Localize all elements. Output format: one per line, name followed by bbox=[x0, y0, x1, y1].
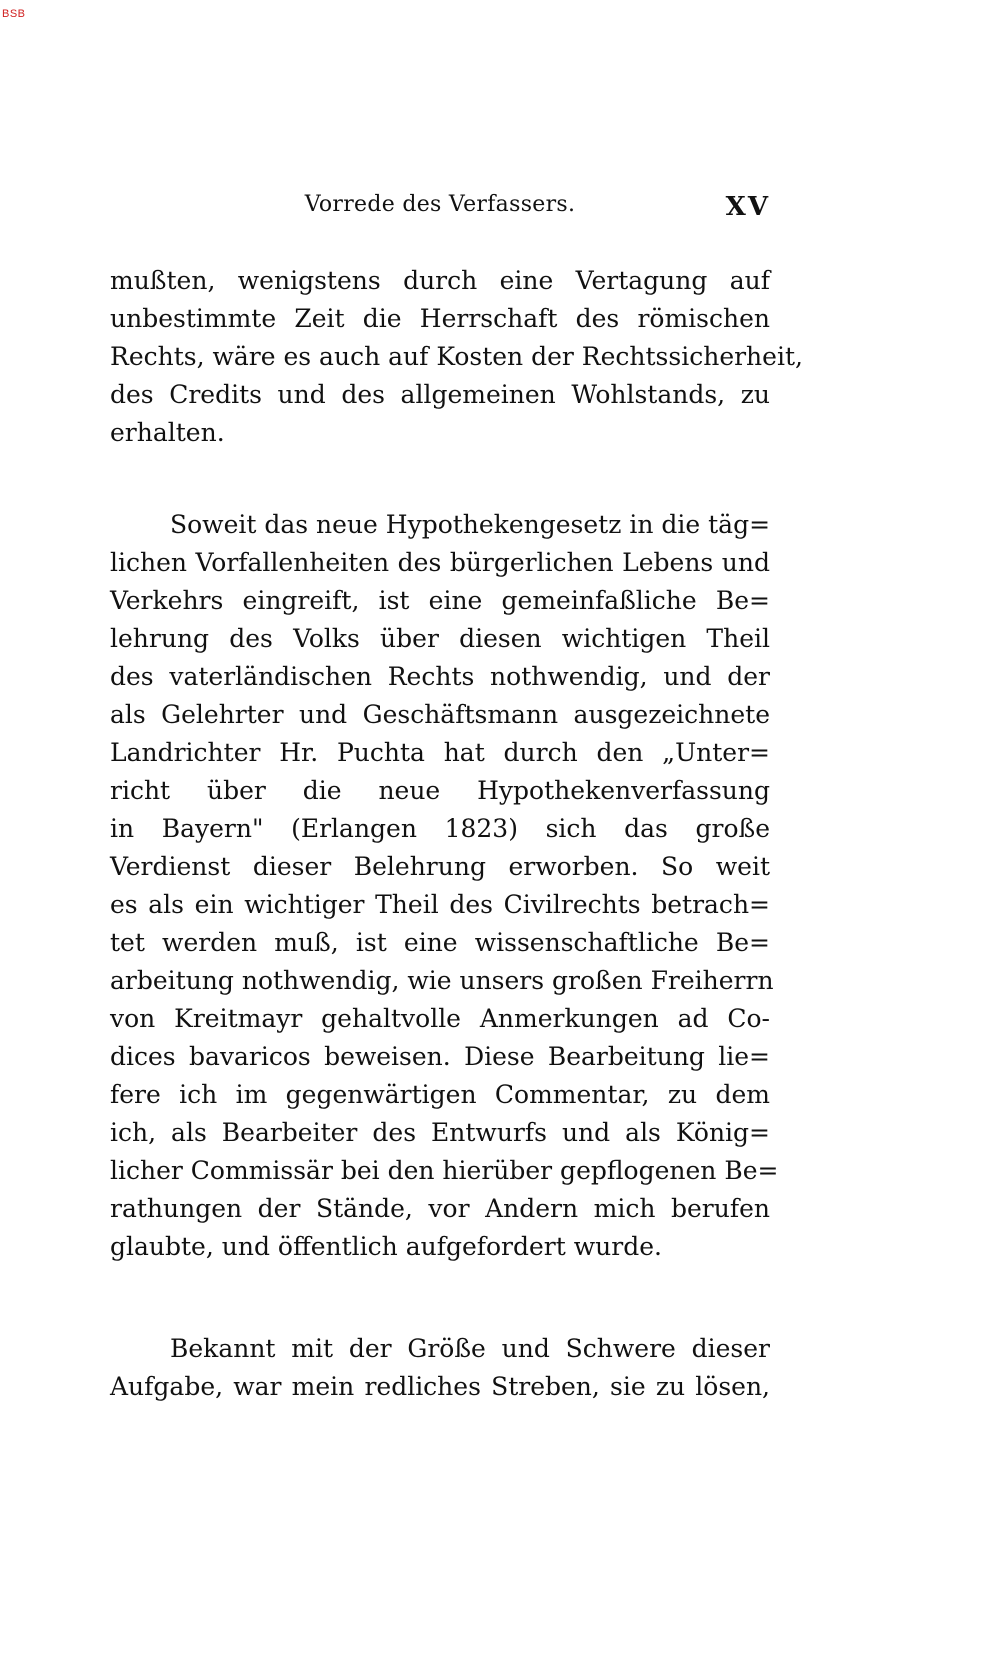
text-line: rathungen der Stände, vor Andern mich berufen bbox=[110, 1194, 770, 1223]
text-line: lichen Vorfallenheiten des bürgerlichen Lebens und bbox=[110, 548, 770, 577]
text-line: als Gelehrter und Geschäftsmann ausgezeichnete bbox=[110, 700, 770, 729]
text-line: erhalten. bbox=[110, 418, 225, 447]
page-number: XV bbox=[725, 192, 770, 222]
text-line: licher Commissär bei den hierüber gepflogenen Be= bbox=[110, 1156, 779, 1185]
paragraph-1 bbox=[110, 262, 803, 452]
text-line: mußten, wenigstens durch eine Vertagung auf bbox=[110, 266, 770, 295]
text-line: Verdienst dieser Belehrung erworben. So weit bbox=[110, 852, 770, 881]
paragraph-3 bbox=[110, 1330, 770, 1406]
text-line: es als ein wichtiger Theil des Civilrechts betrach= bbox=[110, 890, 770, 919]
text-line: ich, als Bearbeiter des Entwurfs und als König= bbox=[110, 1118, 770, 1147]
text-line: dices bavaricos beweisen. Diese Bearbeitung lie= bbox=[110, 1042, 770, 1071]
text-line: unbestimmte Zeit die Herrschaft des römischen bbox=[110, 304, 770, 333]
text-line: arbeitung nothwendig, wie unsers großen Freiherrn bbox=[110, 966, 774, 995]
library-watermark: BSB bbox=[2, 8, 26, 20]
text-line: Bekannt mit der Größe und Schwere dieser bbox=[170, 1334, 770, 1363]
text-line: Verkehrs eingreift, ist eine gemeinfaßliche Be= bbox=[110, 586, 770, 615]
text-line: Rechts, wäre es auch auf Kosten der Rechtssicherheit, bbox=[110, 342, 803, 371]
text-line: tet werden muß, ist eine wissenschaftliche Be= bbox=[110, 928, 770, 957]
text-line: des vaterländischen Rechts nothwendig, und der bbox=[110, 662, 770, 691]
text-line: glaubte, und öffentlich aufgefordert wurde. bbox=[110, 1232, 662, 1261]
running-header bbox=[110, 192, 770, 226]
running-title: Vorrede des Verfassers. bbox=[304, 192, 576, 217]
text-line: Landrichter Hr. Puchta hat durch den „Unter= bbox=[110, 738, 770, 767]
text-line: Soweit das neue Hypothekengesetz in die täg= bbox=[170, 510, 771, 539]
text-line: fere ich im gegenwärtigen Commentar, zu dem bbox=[110, 1080, 770, 1109]
text-line: richt über die neue Hypothekenverfassung bbox=[110, 776, 770, 805]
text-line: in Bayern" (Erlangen 1823) sich das große bbox=[110, 814, 770, 843]
text-line: Aufgabe, war mein redliches Streben, sie zu lösen, bbox=[110, 1372, 770, 1401]
text-line: des Credits und des allgemeinen Wohlstands, zu bbox=[110, 380, 770, 409]
text-line: lehrung des Volks über diesen wichtigen Theil bbox=[110, 624, 770, 653]
text-line: von Kreitmayr gehaltvolle Anmerkungen ad Co- bbox=[110, 1004, 770, 1033]
paragraph-2 bbox=[110, 506, 779, 1266]
